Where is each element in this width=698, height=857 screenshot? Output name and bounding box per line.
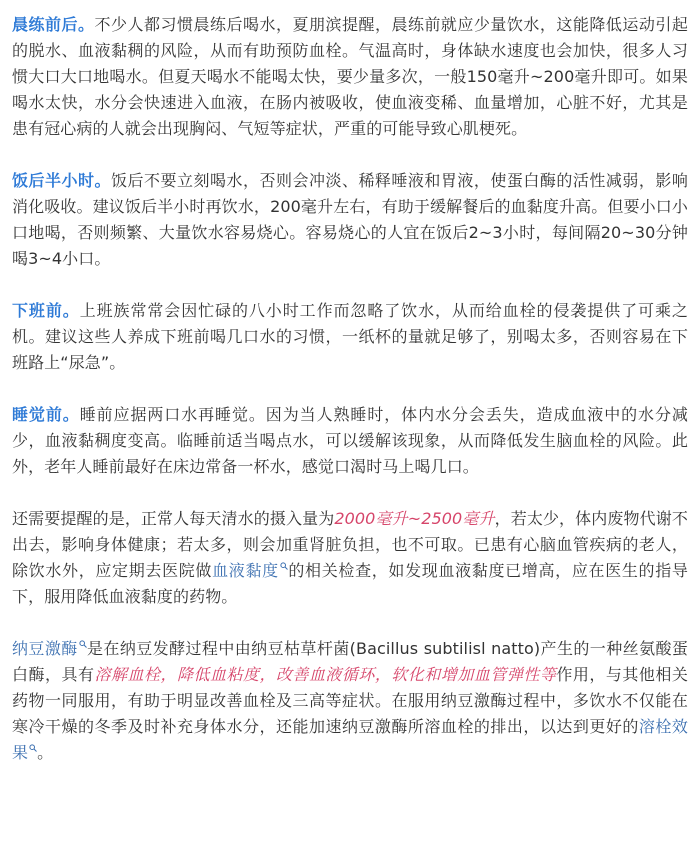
search-icon[interactable] xyxy=(79,640,87,648)
paragraph-text: 上班族常常会因忙碌的八小时工作而忽略了饮水，从而给血栓的侵袭提供了可乘之机。建议这些人养成下班前喝几口水的习惯，一纸杯的量就足够了，别喝太多，否则容易在下班路上“尿急”。 xyxy=(12,301,688,372)
paragraph-text: 的相关检查，如发现血液黏度已增高，应在医生的指导下，服用降低血液黏度的药物。 xyxy=(12,561,689,606)
paragraph-text: 睡前应据两口水再睡觉。因为当人熟睡时，体内水分会丢失，造成血液中的水分减少，血液黏稠度变高。临睡前适当喝点水，可以缓解该现象，从而降低发生脑血栓的风险。此外，老年人睡前最好在床边常备一杯水，感觉口渴时马上喝几口。 xyxy=(12,405,688,476)
paragraph-text: 是在纳豆发酵过程中由纳豆枯草杆菌(Bacillus subtilisl natto)产生的一种丝氨酸蛋白酶，具有 xyxy=(12,639,688,684)
paragraph-reminder xyxy=(12,506,688,610)
paragraph-text: 还需要提醒的是，正常人每天清水的摄入量为 xyxy=(12,509,335,528)
link-thrombolysis-effect[interactable]: 溶栓效果 xyxy=(12,717,688,762)
paragraph-text: ，若太少，体内废物代谢不出去，影响身体健康；若太多，则会加重肾脏负担，也不可取。已患有心脑血管疾病的老人，除饮水外，应定期去医院做 xyxy=(12,509,688,580)
paragraph-before-off-work xyxy=(12,298,688,376)
emphasis-effects: 溶解血栓，降低血粘度，改善血液循环，软化和增加血管弹性等 xyxy=(94,665,557,684)
paragraph-after-meal xyxy=(12,168,688,272)
link-blood-viscosity[interactable]: 血液黏度 xyxy=(212,561,279,580)
paragraph-nattokinase xyxy=(12,636,688,766)
section-heading-after-meal: 饭后半小时。 xyxy=(12,171,111,190)
search-icon[interactable] xyxy=(29,744,37,752)
paragraph-text: 饭后不要立刻喝水，否则会冲淡、稀释唾液和胃液，使蛋白酶的活性减弱，影响消化吸收。建议饭后半小时再饮水，200毫升左右，有助于缓解餐后的血黏度升高。但要小口小口地喝，否则频繁、大量饮水容易烧心。容易烧心的人宜在饭后2~3小时，每间隔20~30分钟喝3~4小口。 xyxy=(12,171,688,268)
paragraph-text: 不少人都习惯晨练后喝水，夏朋滨提醒，晨练前就应少量饮水，这能降低运动引起的脱水、血液黏稠的风险，从而有助预防血栓。气温高时，身体缺水速度也会加快，很多人习惯大口大口地喝水。但夏天喝水不能喝太快，要少量多次，一般150毫升~200毫升即可。如果喝水太快，水分会快速进入血液，在肠内被吸收，使血液变稀、血量增加，心脏不好，尤其是患有冠心病的人就会出现胸闷、气短等症状，严重的可能导致心肌梗死。 xyxy=(12,15,688,138)
search-icon[interactable] xyxy=(280,562,288,570)
paragraph-text: 作用，与其他相关药物一同服用，有助于明显改善血栓及三高等症状。在服用纳豆激酶过程中，多饮水不仅能在寒冷干燥的冬季及时补充身体水分，还能加速纳豆激酶所溶血栓的排出，以达到更好的 xyxy=(12,665,688,736)
period: 。 xyxy=(37,743,54,762)
paragraph-before-sleep xyxy=(12,402,688,480)
section-heading-off-work: 下班前。 xyxy=(12,301,80,320)
emphasis-water-amount: 2000毫升~2500毫升 xyxy=(334,509,495,528)
section-heading-morning: 晨练前后。 xyxy=(12,15,95,34)
link-nattokinase[interactable]: 纳豆激酶 xyxy=(12,639,78,658)
paragraph-morning-exercise xyxy=(12,12,688,142)
section-heading-sleep: 睡觉前。 xyxy=(12,405,80,424)
